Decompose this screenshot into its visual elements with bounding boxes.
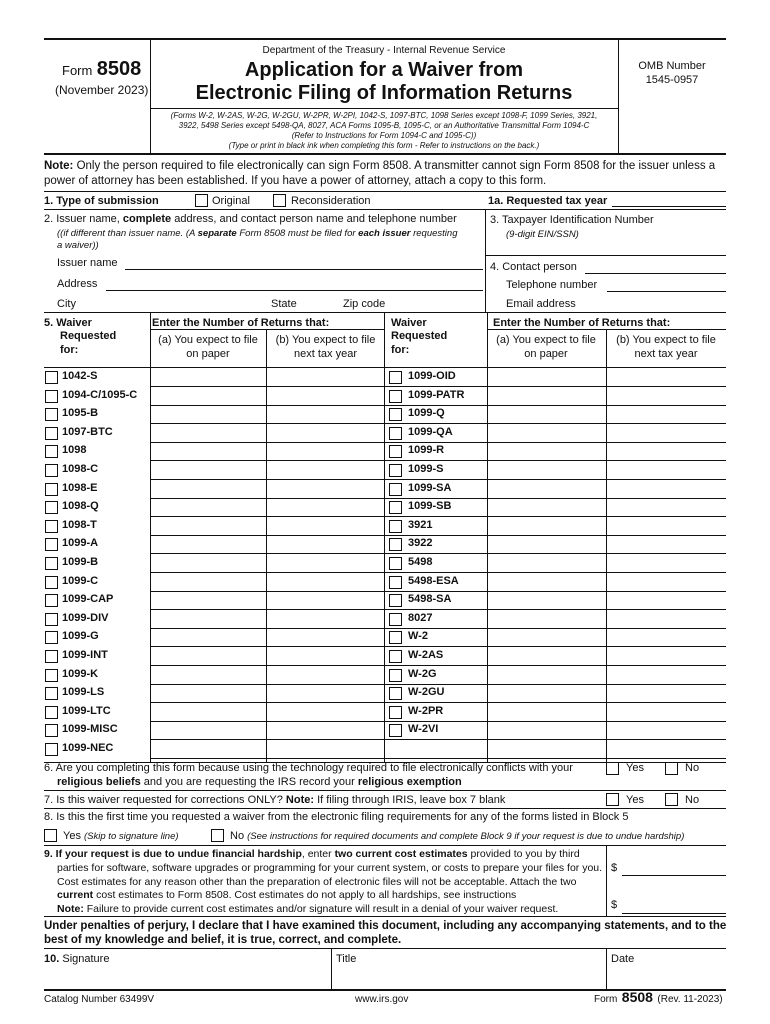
waiver-form-label: 1098-Q bbox=[62, 500, 99, 513]
count-paper-field[interactable] bbox=[151, 499, 265, 515]
waiver-requested-label-2: Requested bbox=[60, 330, 117, 342]
waiver-requested-label-1: 5. Waiver bbox=[44, 317, 92, 329]
waiver-form-label: W-2 bbox=[408, 630, 428, 643]
department: Department of the Treasury - Internal Revenue Service bbox=[262, 45, 506, 56]
waiver-form-label: 1099-OID bbox=[408, 370, 456, 382]
count-paper-field[interactable] bbox=[151, 369, 265, 385]
count-next-year-field[interactable] bbox=[607, 592, 725, 608]
cost-estimate-2-field[interactable] bbox=[622, 913, 726, 914]
count-paper-field[interactable] bbox=[488, 667, 605, 683]
omb-number: 1545-0957 bbox=[645, 74, 699, 86]
waiver-form-label: 1099-R bbox=[408, 444, 445, 457]
waiver-form-label: 1099-DIV bbox=[62, 611, 109, 624]
telephone-field[interactable] bbox=[607, 291, 726, 292]
note-line2: power of attorney has been established. If you have a power of attorney, attach a copy to this form. bbox=[44, 175, 547, 187]
count-next-year-field[interactable] bbox=[267, 388, 383, 404]
waiver-checkbox-right-10[interactable] bbox=[389, 557, 402, 570]
state-label: State bbox=[271, 298, 297, 310]
col-b-left-2: next tax year bbox=[294, 348, 357, 360]
city-label: City bbox=[57, 298, 76, 310]
waiver-form-label: 1098 bbox=[62, 444, 87, 457]
title-field[interactable] bbox=[332, 966, 605, 988]
waiver-form-label: 5498-ESA bbox=[408, 574, 459, 587]
waiver-checkbox-right-5[interactable] bbox=[389, 464, 402, 477]
form-number-label: Form 8508 bbox=[62, 58, 142, 80]
waiver-checkbox-right-6[interactable] bbox=[389, 483, 402, 496]
waiver-checkbox-left-10[interactable] bbox=[45, 557, 58, 570]
waiver-checkbox-right-17[interactable] bbox=[389, 687, 402, 700]
count-paper-field[interactable] bbox=[488, 611, 605, 627]
waiver-requested-right-1: Waiver bbox=[391, 317, 427, 329]
contact-person-field[interactable] bbox=[585, 273, 726, 274]
waiver-checkbox-left-5[interactable] bbox=[45, 464, 58, 477]
count-next-year-field[interactable] bbox=[267, 592, 383, 608]
waiver-checkbox-left-18[interactable] bbox=[45, 706, 58, 719]
waiver-checkbox-left-11[interactable] bbox=[45, 576, 58, 589]
count-paper-field[interactable] bbox=[151, 704, 265, 720]
cost-estimate-1-field[interactable] bbox=[622, 875, 726, 876]
count-paper-field[interactable] bbox=[488, 648, 605, 664]
waiver-checkbox-right-16[interactable] bbox=[389, 669, 402, 682]
count-paper-field[interactable] bbox=[488, 406, 605, 422]
waiver-form-label: 1099-INT bbox=[62, 649, 108, 661]
count-next-year-field[interactable] bbox=[267, 574, 383, 590]
waiver-form-label: 1099-QA bbox=[408, 425, 453, 438]
count-next-year-field[interactable] bbox=[267, 369, 383, 385]
waiver-checkbox-right-9[interactable] bbox=[389, 538, 402, 551]
line6-yes-checkbox[interactable] bbox=[606, 762, 619, 775]
count-next-year-field[interactable] bbox=[267, 406, 383, 422]
issuer-name-label: Issuer name bbox=[57, 257, 118, 269]
count-paper-field[interactable] bbox=[151, 406, 265, 422]
waiver-form-label: 3921 bbox=[408, 518, 433, 531]
count-next-year-field[interactable] bbox=[607, 648, 725, 664]
waiver-checkbox-left-8[interactable] bbox=[45, 520, 58, 533]
waiver-form-label: 1097-BTC bbox=[62, 425, 113, 438]
waiver-requested-right-3: for: bbox=[391, 344, 410, 356]
waiver-form-label: 1094-C/1095-C bbox=[62, 388, 138, 401]
count-next-year-field[interactable] bbox=[267, 443, 383, 459]
count-paper-field[interactable] bbox=[151, 536, 265, 552]
count-paper-field[interactable] bbox=[151, 722, 265, 738]
signature-label: 10. Signature bbox=[44, 953, 110, 965]
issuer-note-line1: ((if different than issuer name. (A separate Form 8508 must be filed for each issuer requesting bbox=[57, 228, 458, 239]
subtitle-line4: (Type or print in black ink when completing this form - Refer to instructions on the back.) bbox=[228, 141, 540, 150]
count-next-year-field[interactable] bbox=[607, 629, 725, 645]
count-paper-field[interactable] bbox=[151, 648, 265, 664]
waiver-form-label: 1098-T bbox=[62, 518, 97, 531]
line9-l5: Note: Failure to provide current cost estimates and/or signature will result in a denial of your waiver request. bbox=[57, 903, 559, 915]
line7-no-label: No bbox=[685, 794, 700, 806]
col-b-right-2: next tax year bbox=[634, 348, 698, 360]
waiver-checkbox-left-2[interactable] bbox=[45, 408, 58, 421]
waiver-checkbox-right-11[interactable] bbox=[389, 576, 402, 589]
count-paper-field[interactable] bbox=[151, 629, 265, 645]
count-paper-field[interactable] bbox=[151, 667, 265, 683]
count-paper-field[interactable] bbox=[151, 685, 265, 701]
waiver-form-label: W-2G bbox=[408, 667, 437, 680]
address-label: Address bbox=[57, 278, 98, 290]
waiver-checkbox-right-14[interactable] bbox=[389, 631, 402, 644]
waiver-checkbox-right-0[interactable] bbox=[389, 371, 402, 384]
waiver-form-label: 1099-LS bbox=[62, 686, 105, 699]
waiver-form-label: W-2GU bbox=[408, 686, 445, 699]
reconsideration-label: Reconsideration bbox=[291, 195, 371, 207]
count-next-year-field[interactable] bbox=[267, 629, 383, 645]
line6-text1: 6. Are you completing this form because using the technology required to file electronically conflicts with your bbox=[44, 762, 573, 774]
count-next-year-field[interactable] bbox=[607, 462, 725, 478]
waiver-form-label: W-2AS bbox=[408, 649, 444, 661]
count-paper-field[interactable] bbox=[488, 518, 605, 534]
line7-yes-label: Yes bbox=[626, 794, 644, 806]
waiver-checkbox-right-1[interactable] bbox=[389, 390, 402, 403]
original-label: Original bbox=[212, 195, 250, 207]
requested-tax-year-label: 1a. Requested tax year bbox=[488, 195, 608, 207]
waiver-checkbox-left-7[interactable] bbox=[45, 501, 58, 514]
count-next-year-field[interactable] bbox=[267, 425, 383, 441]
count-next-year-field[interactable] bbox=[607, 536, 725, 552]
line7-no-checkbox[interactable] bbox=[665, 793, 678, 806]
col-a-right-1: (a) You expect to file bbox=[496, 334, 596, 346]
count-next-year-field[interactable] bbox=[607, 425, 725, 441]
count-paper-field[interactable] bbox=[488, 388, 605, 404]
line9-l3: Cost estimates for any reason other than the preparation of electronic files will not be acceptable. Attach the two bbox=[57, 876, 577, 888]
count-next-year-field[interactable] bbox=[267, 685, 383, 701]
waiver-form-label: 1042-S bbox=[62, 370, 98, 382]
count-paper-field[interactable] bbox=[488, 425, 605, 441]
waiver-form-label: 3922 bbox=[408, 537, 433, 550]
count-next-year-field[interactable] bbox=[267, 741, 383, 757]
line6-text2: religious beliefs and you are requesting the IRS record your religious exemption bbox=[57, 776, 462, 788]
line9-l2: parties for software, software upgrades or programming for your current system, or costs to prepare your files for you. bbox=[57, 862, 603, 874]
perjury-line1: Under penalties of perjury, I declare that I have examined this document, including any accompanying statements, and to the bbox=[44, 920, 727, 932]
waiver-checkbox-right-12[interactable] bbox=[389, 594, 402, 607]
count-paper-field[interactable] bbox=[151, 555, 265, 571]
email-label: Email address bbox=[506, 298, 576, 310]
count-next-year-field[interactable] bbox=[267, 555, 383, 571]
count-next-year-field[interactable] bbox=[267, 722, 383, 738]
line8-yes-checkbox[interactable] bbox=[44, 829, 57, 842]
waiver-requested-label-3: for: bbox=[60, 344, 79, 356]
waiver-checkbox-left-20[interactable] bbox=[45, 743, 58, 756]
waiver-form-label: 1099-Q bbox=[408, 407, 445, 420]
form-date: (November 2023) bbox=[55, 83, 149, 97]
count-next-year-field[interactable] bbox=[607, 481, 725, 497]
count-paper-field[interactable] bbox=[151, 462, 265, 478]
waiver-checkbox-right-3[interactable] bbox=[389, 427, 402, 440]
waiver-form-label: 1099-B bbox=[62, 556, 99, 568]
tin-sublabel: (9-digit EIN/SSN) bbox=[506, 229, 579, 240]
waiver-form-label: W-2PR bbox=[408, 704, 444, 717]
original-checkbox[interactable] bbox=[195, 194, 208, 207]
count-next-year-field[interactable] bbox=[607, 574, 725, 590]
count-next-year-field[interactable] bbox=[267, 704, 383, 720]
count-next-year-field[interactable] bbox=[607, 499, 725, 515]
waiver-form-label: 1098-E bbox=[62, 481, 98, 494]
perjury-line2: best of my knowledge and belief, it is true, correct, and complete. bbox=[44, 934, 402, 946]
waiver-checkbox-left-4[interactable] bbox=[45, 445, 58, 458]
count-next-year-field[interactable] bbox=[607, 369, 725, 385]
count-next-year-field[interactable] bbox=[267, 611, 383, 627]
count-next-year-field[interactable] bbox=[267, 536, 383, 552]
contact-person-label: 4. Contact person bbox=[490, 261, 577, 273]
subtitle-line1: (Forms W-2, W-2AS, W-2G, W-2GU, W-2PR, W-2PI, 1042-S, 1097-BTC, 1098 Series except 1098-F, 1099 Series, 3921, bbox=[170, 111, 598, 120]
type-of-submission-label: 1. Type of submission bbox=[44, 195, 159, 207]
enter-number-label-right: Enter the Number of Returns that: bbox=[493, 317, 671, 329]
subtitle-line3: (Refer to Instructions for Form 1094-C and 1095-C)) bbox=[291, 131, 477, 140]
enter-number-label-left: Enter the Number of Returns that: bbox=[152, 317, 330, 329]
count-paper-field[interactable] bbox=[488, 369, 605, 385]
issuer-note-line2: a waiver)) bbox=[57, 240, 99, 251]
count-paper-field[interactable] bbox=[488, 481, 605, 497]
waiver-form-label: 1099-G bbox=[62, 630, 99, 643]
waiver-form-label: 1099-PATR bbox=[408, 388, 465, 401]
count-paper-field[interactable] bbox=[488, 536, 605, 552]
count-paper-field[interactable] bbox=[151, 481, 265, 497]
cost-estimate-1-dollar: $ bbox=[611, 862, 618, 874]
count-paper-field[interactable] bbox=[488, 704, 605, 720]
waiver-checkbox-right-13[interactable] bbox=[389, 613, 402, 626]
count-next-year-field[interactable] bbox=[267, 518, 383, 534]
waiver-checkbox-right-4[interactable] bbox=[389, 445, 402, 458]
waiver-form-label: 1099-SA bbox=[408, 481, 452, 494]
waiver-form-label: 5498 bbox=[408, 556, 433, 568]
waiver-checkbox-left-13[interactable] bbox=[45, 613, 58, 626]
line6-yes-label: Yes bbox=[626, 762, 644, 774]
cost-estimate-2-dollar: $ bbox=[611, 899, 618, 911]
count-paper-field[interactable] bbox=[151, 518, 265, 534]
waiver-form-label: 1099-S bbox=[408, 463, 444, 475]
issuer-name-field[interactable] bbox=[125, 269, 483, 270]
date-field[interactable] bbox=[607, 966, 725, 988]
footer-form-number: Form 8508 (Rev. 11-2023) bbox=[594, 989, 723, 1005]
zip-label: Zip code bbox=[343, 298, 386, 310]
waiver-form-label: 5498-SA bbox=[408, 593, 452, 606]
count-paper-field[interactable] bbox=[151, 741, 265, 757]
waiver-checkbox-left-14[interactable] bbox=[45, 631, 58, 644]
signature-field[interactable] bbox=[45, 966, 330, 988]
count-paper-field[interactable] bbox=[151, 425, 265, 441]
line9-l4: current cost estimates to Form 8508. Cost estimates do not apply to all hardships, see instructions bbox=[57, 889, 517, 901]
waiver-checkbox-left-9[interactable] bbox=[45, 538, 58, 551]
count-paper-field[interactable] bbox=[488, 685, 605, 701]
waiver-checkbox-left-19[interactable] bbox=[45, 724, 58, 737]
line8-no-checkbox[interactable] bbox=[211, 829, 224, 842]
count-paper-field[interactable] bbox=[488, 443, 605, 459]
waiver-form-label: 1099-K bbox=[62, 667, 99, 680]
col-a-right-2: on paper bbox=[524, 348, 568, 360]
count-next-year-field[interactable] bbox=[607, 406, 725, 422]
waiver-requested-right-2: Requested bbox=[391, 330, 448, 342]
count-next-year-field[interactable] bbox=[267, 481, 383, 497]
line8-yes-label: Yes (Skip to signature line) bbox=[63, 830, 179, 842]
count-next-year-field[interactable] bbox=[607, 555, 725, 571]
count-next-year-field[interactable] bbox=[607, 611, 725, 627]
col-b-left-1: (b) You expect to file bbox=[275, 334, 376, 346]
waiver-form-label: 1099-NEC bbox=[62, 742, 114, 754]
line9-l1: 9. If your request is due to undue financial hardship, enter two current cost estimates provided to you by third bbox=[44, 848, 580, 860]
count-paper-field[interactable] bbox=[488, 722, 605, 738]
waiver-form-label: 1099-SB bbox=[408, 500, 452, 513]
waiver-checkbox-right-18[interactable] bbox=[389, 706, 402, 719]
count-next-year-field[interactable] bbox=[607, 704, 725, 720]
reconsideration-checkbox[interactable] bbox=[273, 194, 286, 207]
count-next-year-field[interactable] bbox=[267, 499, 383, 515]
count-next-year-field[interactable] bbox=[607, 722, 725, 738]
count-next-year-field[interactable] bbox=[267, 667, 383, 683]
waiver-checkbox-left-1[interactable] bbox=[45, 390, 58, 403]
line6-no-label: No bbox=[685, 762, 700, 774]
omb-label: OMB Number bbox=[638, 60, 706, 72]
count-paper-field[interactable] bbox=[151, 592, 265, 608]
issuer-name-address-label: 2. Issuer name, complete address, and contact person name and telephone number bbox=[44, 213, 457, 225]
tin-label: 3. Taxpayer Identification Number bbox=[490, 214, 654, 226]
line6-no-checkbox[interactable] bbox=[665, 762, 678, 775]
waiver-form-label: 1099-LTC bbox=[62, 704, 111, 717]
date-label: Date bbox=[611, 953, 635, 965]
waiver-checkbox-right-15[interactable] bbox=[389, 650, 402, 663]
waiver-form-label: 1099-C bbox=[62, 574, 99, 587]
count-paper-field[interactable] bbox=[151, 611, 265, 627]
count-next-year-field[interactable] bbox=[267, 462, 383, 478]
count-paper-field[interactable] bbox=[488, 555, 605, 571]
waiver-checkbox-right-7[interactable] bbox=[389, 501, 402, 514]
waiver-form-label: W-2VI bbox=[408, 723, 439, 736]
waiver-form-label: 1099-CAP bbox=[62, 593, 114, 606]
count-paper-field[interactable] bbox=[151, 388, 265, 404]
line8-no-label: No (See instructions for required documents and complete Block 9 if your request is due to undue hardship) bbox=[230, 830, 685, 842]
waiver-form-label: 8027 bbox=[408, 611, 433, 624]
col-b-right-1: (b) You expect to file bbox=[616, 334, 716, 346]
line7-yes-checkbox[interactable] bbox=[606, 793, 619, 806]
requested-tax-year-field[interactable] bbox=[612, 206, 726, 207]
count-next-year-field[interactable] bbox=[607, 388, 725, 404]
count-paper-field[interactable] bbox=[151, 443, 265, 459]
line7-text: 7. Is this waiver requested for corrections ONLY? Note: If filing through IRIS, leave box 7 blank bbox=[44, 794, 506, 806]
waiver-checkbox-left-15[interactable] bbox=[45, 650, 58, 663]
form-title-line2: Electronic Filing of Information Returns bbox=[195, 82, 573, 104]
waiver-checkbox-left-0[interactable] bbox=[45, 371, 58, 384]
telephone-label: Telephone number bbox=[506, 279, 598, 291]
count-paper-field[interactable] bbox=[151, 574, 265, 590]
waiver-form-label: 1099-MISC bbox=[62, 723, 118, 736]
col-a-left-1: (a) You expect to file bbox=[158, 334, 258, 346]
count-next-year-field[interactable] bbox=[607, 667, 725, 683]
line8-text: 8. Is this the first time you requested a waiver from the electronic filing requirements for any of the forms listed in Block 5 bbox=[44, 811, 629, 823]
col-a-left-2: on paper bbox=[186, 348, 230, 360]
waiver-form-label: 1095-B bbox=[62, 407, 99, 420]
count-paper-field[interactable] bbox=[488, 499, 605, 515]
waiver-checkbox-left-17[interactable] bbox=[45, 687, 58, 700]
count-next-year-field[interactable] bbox=[267, 648, 383, 664]
waiver-checkbox-left-16[interactable] bbox=[45, 669, 58, 682]
count-paper-field[interactable] bbox=[488, 462, 605, 478]
waiver-checkbox-left-6[interactable] bbox=[45, 483, 58, 496]
count-paper-field[interactable] bbox=[488, 574, 605, 590]
title-label: Title bbox=[336, 953, 357, 965]
catalog-number: Catalog Number 63499V bbox=[44, 994, 155, 1005]
count-paper-field[interactable] bbox=[488, 629, 605, 645]
waiver-checkbox-right-2[interactable] bbox=[389, 408, 402, 421]
waiver-form-label: 1099-A bbox=[62, 537, 99, 550]
waiver-checkbox-left-12[interactable] bbox=[45, 594, 58, 607]
count-next-year-field[interactable] bbox=[607, 685, 725, 701]
note-line1: Note: Only the person required to file electronically can sign Form 8508. A transmitter cannot sign Form 8508 for the issuer unless a bbox=[44, 160, 716, 172]
address-field[interactable] bbox=[106, 290, 483, 291]
count-next-year-field[interactable] bbox=[607, 518, 725, 534]
count-paper-field[interactable] bbox=[488, 592, 605, 608]
waiver-checkbox-right-8[interactable] bbox=[389, 520, 402, 533]
irs-website: www.irs.gov bbox=[355, 994, 409, 1005]
waiver-form-label: 1098-C bbox=[62, 463, 99, 475]
waiver-checkbox-left-3[interactable] bbox=[45, 427, 58, 440]
waiver-checkbox-right-19[interactable] bbox=[389, 724, 402, 737]
count-next-year-field[interactable] bbox=[607, 443, 725, 459]
form-title-line1: Application for a Waiver from bbox=[244, 59, 524, 81]
subtitle-line2: 3922, 5498 Series except 5498-QA, 8027, ACA Forms 1095-B, 1095-C, or an Authoritative Transmittal Form 1094-C bbox=[178, 121, 590, 130]
